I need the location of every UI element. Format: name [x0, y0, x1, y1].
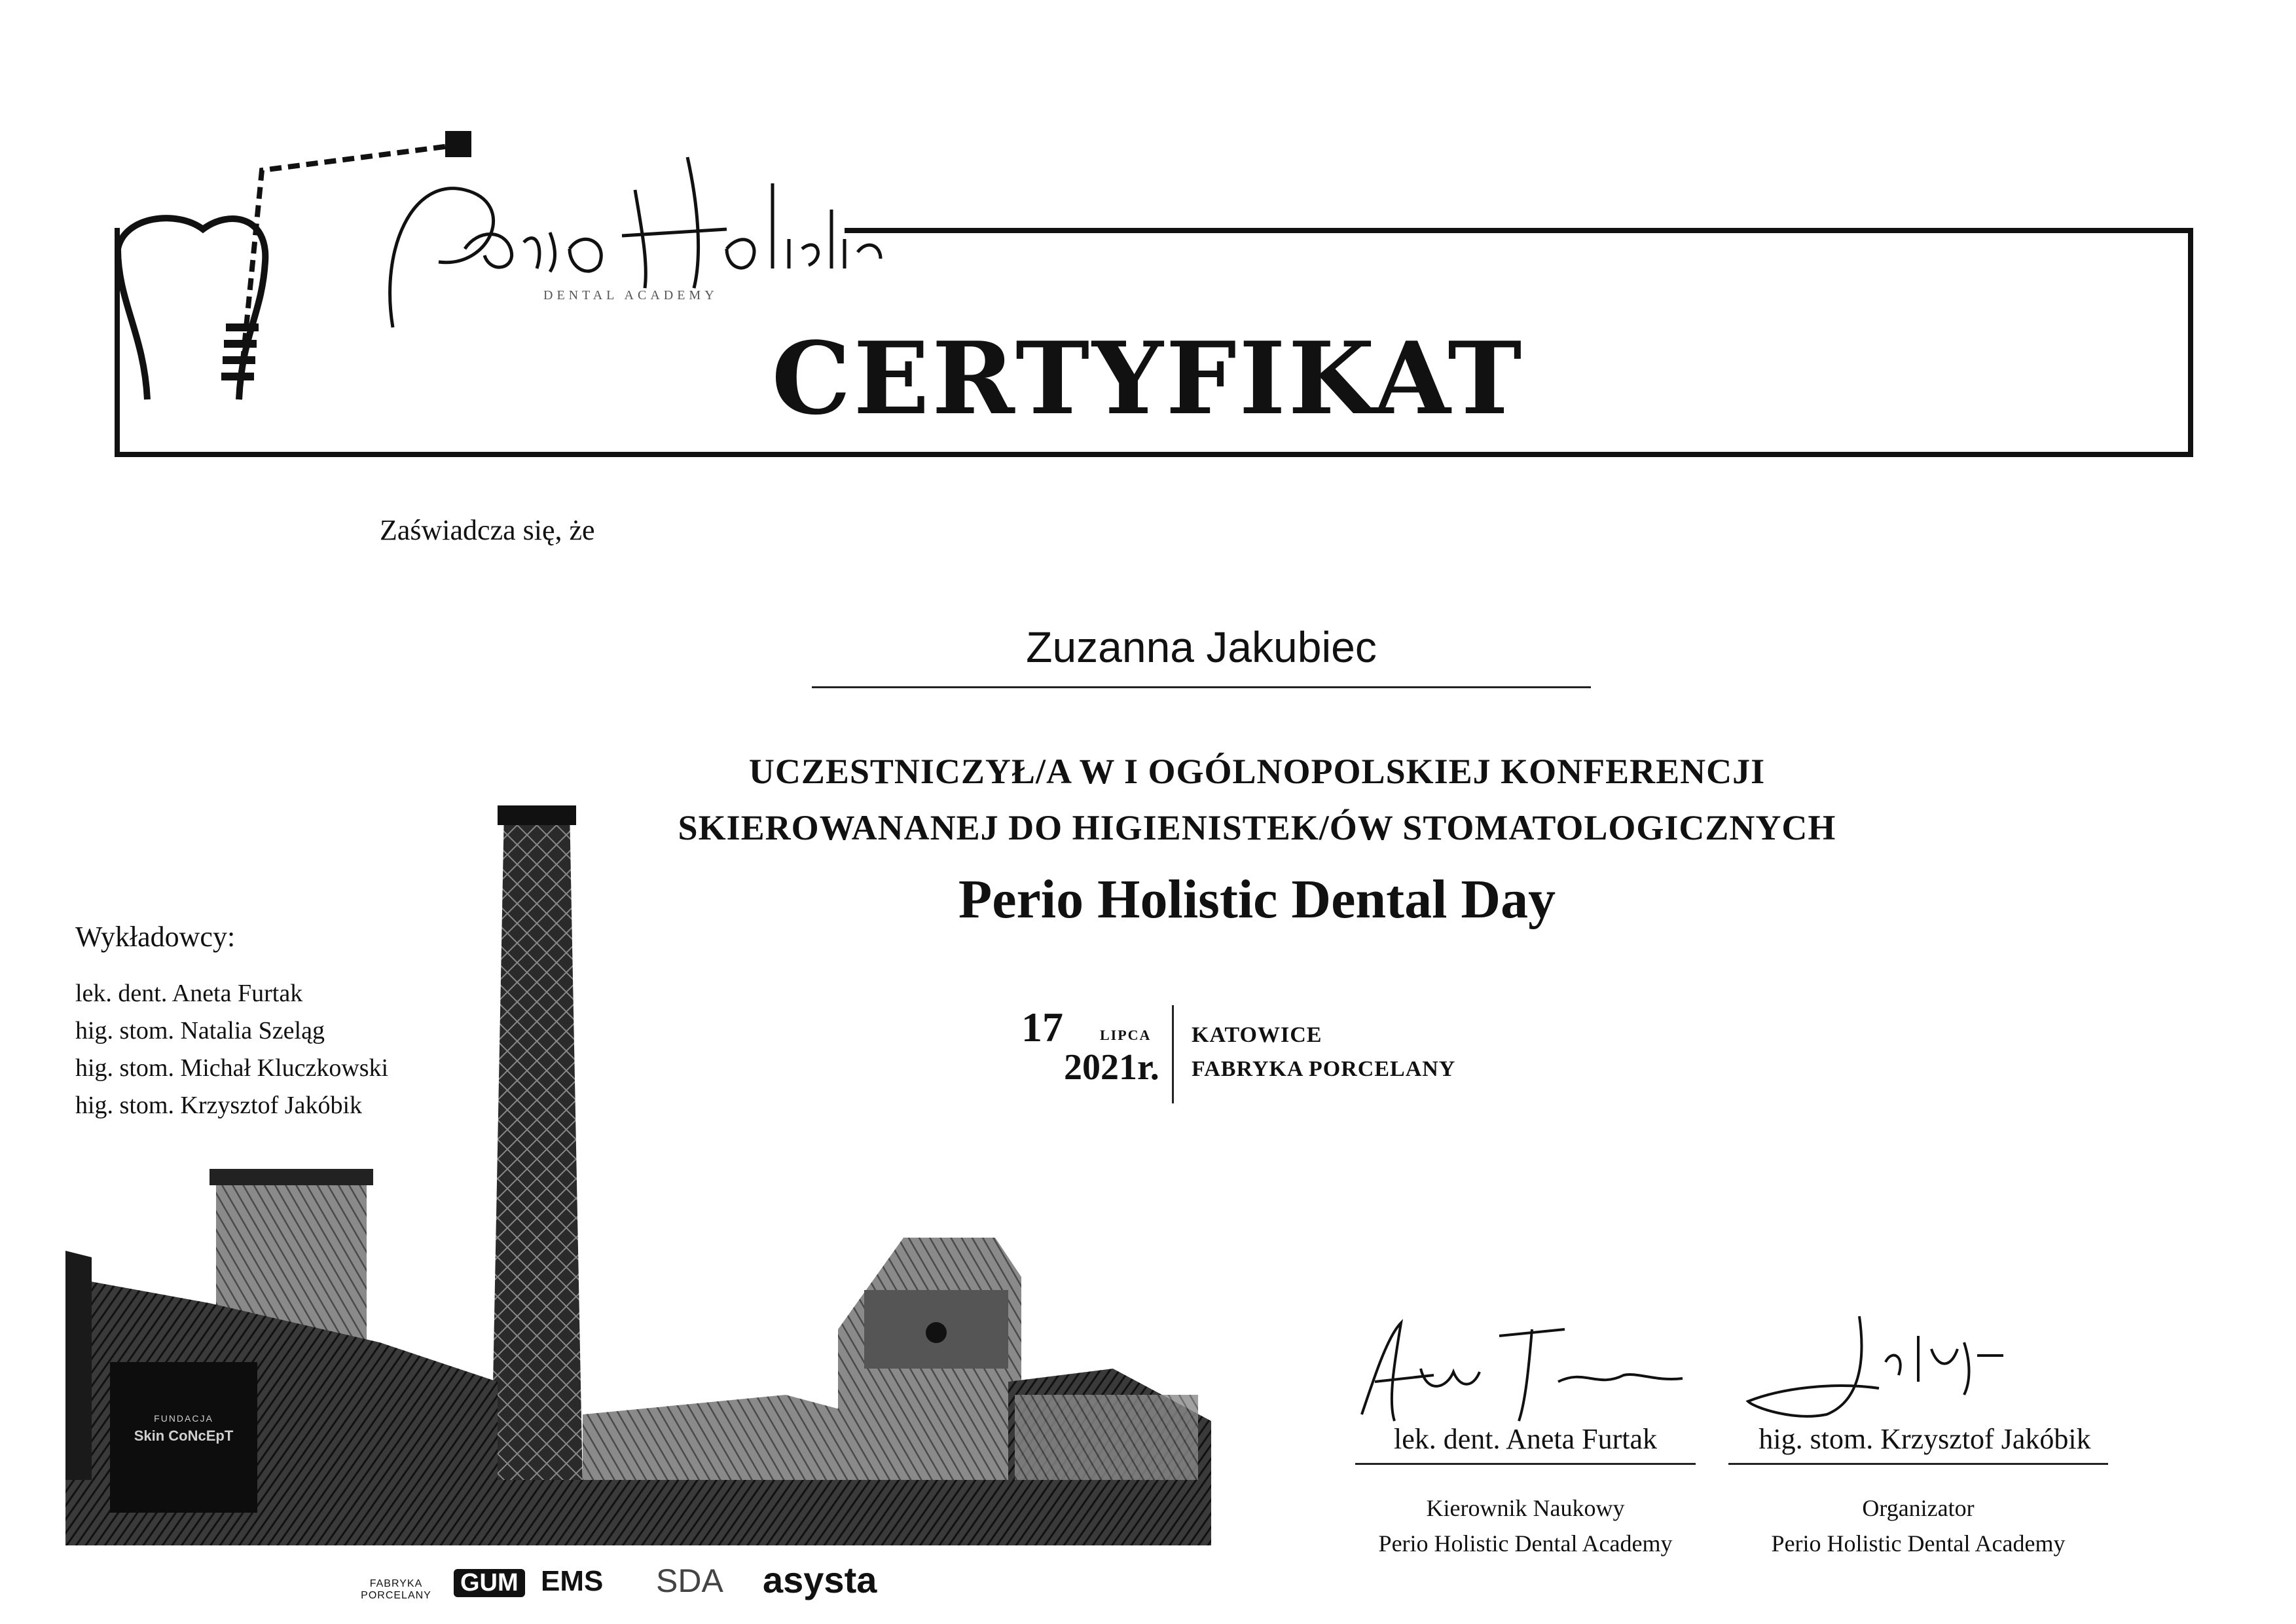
- sponsor-fabryka-line1: FABRYKA: [369, 1578, 423, 1589]
- signatory-2-role: Organizator: [1862, 1495, 1975, 1521]
- signatory-2-line: [1728, 1463, 2108, 1465]
- event-city: KATOWICE: [1192, 1023, 1322, 1047]
- foundation-name: Skin CoNcEpT: [134, 1428, 234, 1444]
- header-frame-top-line: [845, 228, 2193, 233]
- sponsor-gum-logo: GUM: [454, 1569, 525, 1597]
- event-name: Perio Holistic Dental Day: [958, 869, 1556, 930]
- sponsor-fabryka-line2: PORCELANY: [361, 1590, 431, 1601]
- lecturers-heading: Wykładowcy:: [75, 921, 236, 953]
- recipient-name: Zuzanna Jakubiec: [1026, 623, 1377, 671]
- sponsor-fabryka-porcelany: [357, 1578, 435, 1602]
- lecturer-item: hig. stom. Michał Kluczkowski: [75, 1054, 389, 1082]
- event-day: 17: [1021, 1004, 1063, 1050]
- brand-subtitle: DENTAL ACADEMY: [543, 288, 718, 303]
- signatory-1-name: lek. dent. Aneta Furtak: [1393, 1423, 1657, 1455]
- intro-text: Zaświadcza się, że: [380, 514, 595, 546]
- foundation-logo-box: [110, 1362, 257, 1513]
- sponsor-ems-logo: EMS: [541, 1565, 604, 1597]
- signatory-1-line: [1355, 1463, 1696, 1465]
- participation-line-1: UCZESTNICZYŁ/A W I OGÓLNOPOLSKIEJ KONFERENCJI: [748, 752, 1766, 791]
- signatory-2-name: hig. stom. Krzysztof Jakóbik: [1758, 1423, 2091, 1455]
- signature-aneta-furtak: [1349, 1310, 1689, 1441]
- lecturer-item: hig. stom. Natalia Szeląg: [75, 1017, 325, 1044]
- sponsor-asysta-logo: asysta: [763, 1559, 877, 1600]
- signature-krzysztof-jakobik: [1728, 1310, 2069, 1441]
- certificate-title: CERTYFIKAT: [771, 320, 1525, 437]
- event-month: LIPCA: [1100, 1027, 1152, 1043]
- signatory-1-org: Perio Holistic Dental Academy: [1378, 1530, 1673, 1557]
- recipient-underline: [812, 686, 1591, 688]
- event-year: 2021r.: [1064, 1047, 1159, 1088]
- event-venue: FABRYKA PORCELANY: [1192, 1057, 1456, 1081]
- sponsor-sda-logo: SDA: [656, 1562, 723, 1599]
- lecturer-item: lek. dent. Aneta Furtak: [75, 980, 303, 1007]
- signatory-2-org: Perio Holistic Dental Academy: [1771, 1530, 2066, 1557]
- signatory-1-role: Kierownik Naukowy: [1426, 1495, 1625, 1521]
- foundation-label: FUNDACJA: [154, 1413, 213, 1424]
- participation-line-2: SKIEROWANANEJ DO HIGIENISTEK/ÓW STOMATOLOGICZNYCH: [678, 808, 1836, 847]
- lecturer-item: hig. stom. Krzysztof Jakóbik: [75, 1092, 363, 1119]
